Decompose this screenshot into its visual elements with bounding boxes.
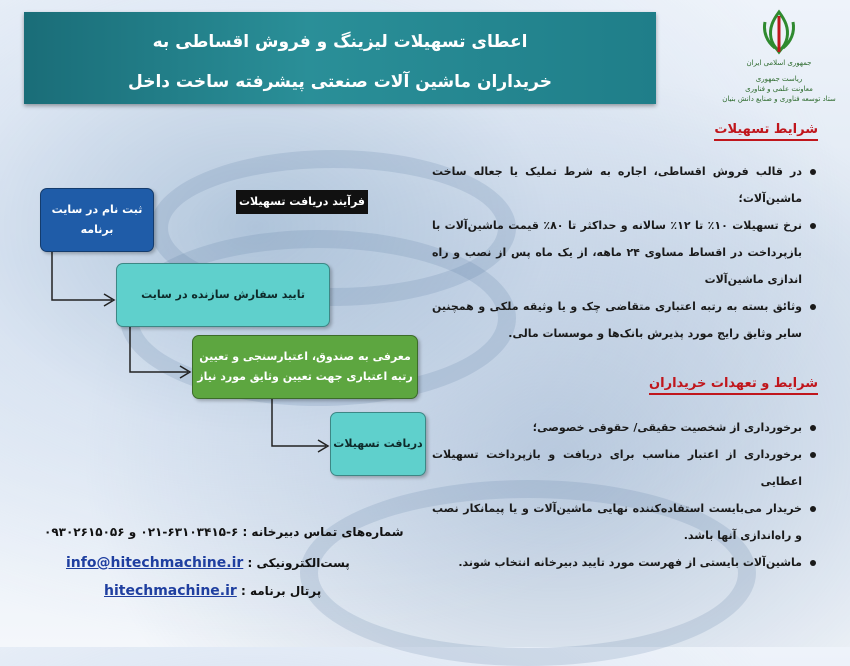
contact-portal-label: پرتال برنامه :	[241, 584, 322, 598]
logo-country: جمهوری اسلامی ایران	[746, 59, 812, 67]
list-item: در قالب فروش اقساطی، اجاره به شرط تملیک یا جعاله ساخت ماشین‌آلات؛	[432, 158, 816, 212]
logo-headquarters: ستاد توسعه فناوری و صنایع دانش بنیان	[722, 95, 836, 103]
obligations-title: شرایط و تعهدات خریداران	[649, 376, 818, 395]
process-step-receive-facility: دریافت تسهیلات	[330, 412, 426, 476]
list-item: وثائق بسته به رتبه اعتباری متقاضی چک و یا وثیقه ملکی و همچنین سایر وثایق رایج مورد پذیرش بانک‌ها و موسسات مالی.	[432, 293, 816, 347]
list-item: برخورداری از شخصیت حقیقی/ حقوقی خصوصی؛	[432, 414, 816, 441]
contact-phone: شماره‌های تماس دبیرخانه : ۶-۶۳۱۰۳۴۱۵-۰۲۱ و ۰۹۳۰۲۶۱۵۰۵۶	[44, 525, 404, 539]
logo-vice-presidency: معاونت علمی و فناوری	[745, 85, 813, 93]
contact-email-link[interactable]: info@hitechmachine.ir	[66, 555, 244, 571]
header-title-line2: خریداران ماشین آلات صنعتی پیشرفته ساخت داخل	[128, 72, 552, 92]
list-item: برخورداری از اعتبار مناسب برای دریافت و بازپرداخت تسهیلات اعطایی	[432, 441, 816, 495]
list-item: خریدار می‌بایست استفاده‌کننده نهایی ماشین‌آلات و یا پیمانکار نصب و راه‌اندازی آنها باشد.	[432, 495, 816, 549]
contact-email-label: پست‌الکترونیکی :	[247, 556, 350, 570]
list-item: نرخ تسهیلات ۱۰٪ تا ۱۲٪ سالانه و حداکثر تا ۸۰٪ قیمت ماشین‌آلات با بازپرداخت در اقساط مساوی ۲۴ ماهه، از یک ماه پس از نصب و راه اندازی ماشین‌آلات	[432, 212, 816, 293]
process-step-credit-rating: معرفی به صندوق، اعتبارسنجی و تعیین رتبه اعتباری جهت تعیین وثایق مورد نیاز	[192, 335, 418, 399]
logo-presidency: ریاست جمهوری	[755, 75, 803, 83]
process-step-confirm-order: تایید سفارش سازنده در سایت	[116, 263, 330, 327]
list-item: ماشین‌آلات بایستی از فهرست مورد تایید دبیرخانه انتخاب شوند.	[432, 549, 816, 576]
process-step-register: ثبت نام در سایت برنامه	[40, 188, 154, 252]
contact-email-row	[66, 555, 350, 571]
contact-portal-link[interactable]: hitechmachine.ir	[104, 583, 237, 599]
header-title-line1: اعطای تسهیلات لیزینگ و فروش اقساطی به	[152, 32, 528, 52]
conditions-title: شرایط تسهیلات	[714, 122, 818, 141]
contact-portal-row	[104, 583, 321, 599]
process-label: فرآیند دریافت تسهیلات	[236, 190, 368, 214]
